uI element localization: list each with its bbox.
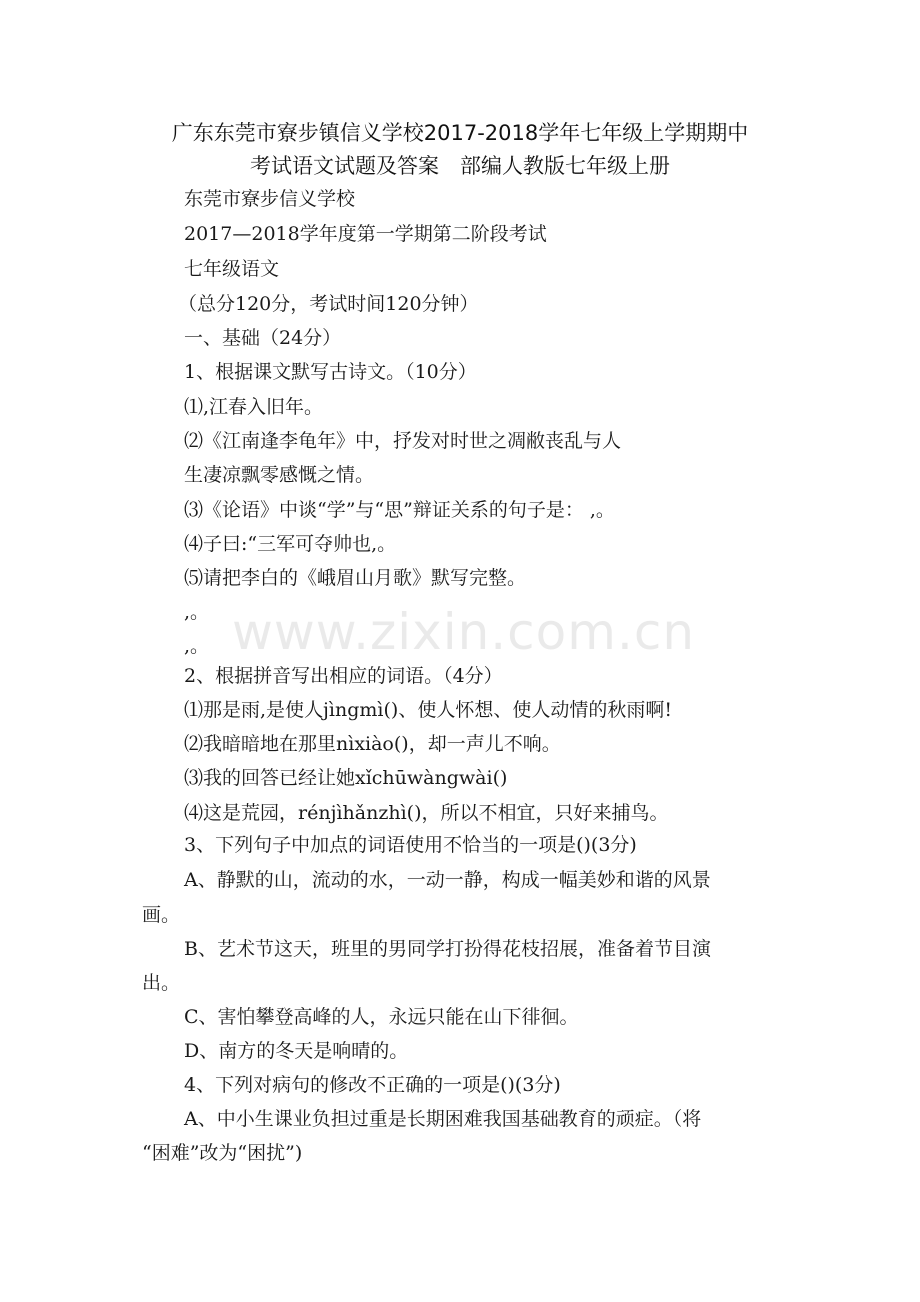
question-3-option-c: C、害怕攀登高峰的人，永远只能在山下徘徊。 bbox=[184, 1006, 579, 1028]
question-3-heading: 3、下列句子中加点的词语使用不恰当的一项是()(3分) bbox=[184, 834, 637, 856]
watermark: www.zixin.com.cn bbox=[232, 603, 696, 661]
answer-blank-line-1: ,。 bbox=[184, 601, 210, 623]
exam-score-time: （总分120分，考试时间120分钟） bbox=[178, 293, 479, 315]
section-heading-basics: 一、基础（24分） bbox=[184, 327, 342, 349]
question-2-item-1: ⑴那是雨,是使人jìngmì()、使人怀想、使人动情的秋雨啊! bbox=[184, 699, 672, 721]
exam-term: 2017—2018学年度第一学期第二阶段考试 bbox=[184, 223, 547, 245]
question-3-option-d: D、南方的冬天是响晴的。 bbox=[184, 1040, 409, 1062]
school-name: 东莞市寮步信义学校 bbox=[184, 188, 356, 210]
question-1-item-1: ⑴,江春入旧年。 bbox=[184, 396, 324, 418]
question-3-option-b-cont: 出。 bbox=[142, 972, 181, 994]
document-title-line-2: 考试语文试题及答案 部编人教版七年级上册 bbox=[250, 154, 670, 178]
question-3-option-b: B、艺术节这天，班里的男同学打扮得花枝招展，准备着节目演 bbox=[184, 938, 711, 960]
question-3-option-a: A、静默的山，流动的水，一动一静，构成一幅美妙和谐的风景 bbox=[184, 869, 711, 891]
answer-blank-line-2: ,。 bbox=[184, 635, 210, 657]
question-3-option-a-cont: 画。 bbox=[142, 904, 181, 926]
question-1-item-4: ⑷子曰:“三军可夺帅也,。 bbox=[184, 533, 397, 555]
question-1-item-3: ⑶《论语》中谈“学”与“思”辩证关系的句子是： ,。 bbox=[184, 499, 615, 521]
question-2-item-3: ⑶我的回答已经让她xǐchūwàngwài() bbox=[184, 767, 508, 789]
question-2-item-4: ⑷这是荒园，rénjìhǎnzhì()，所以不相宜，只好来捕鸟。 bbox=[184, 802, 669, 824]
question-4-option-a: A、中小生课业负担过重是长期困难我国基础教育的顽症。（将 bbox=[184, 1108, 702, 1130]
question-2-heading: 2、根据拼音写出相应的词语。（4分） bbox=[184, 665, 503, 687]
document-title-line-1: 广东东莞市寮步镇信义学校2017-2018学年七年级上学期期中 bbox=[171, 121, 749, 145]
question-2-item-2: ⑵我暗暗地在那里nìxiào()，却一声儿不响。 bbox=[184, 733, 561, 755]
question-4-heading: 4、下列对病句的修改不正确的一项是()(3分) bbox=[184, 1074, 561, 1096]
question-1-heading: 1、根据课文默写古诗文。（10分） bbox=[184, 361, 477, 383]
question-4-option-a-cont: “困难”改为“困扰”) bbox=[142, 1142, 303, 1164]
question-1-item-2: ⑵《江南逢李龟年》中，抒发对时世之凋敝丧乱与人 bbox=[184, 430, 622, 452]
question-1-item-5: ⑸请把李白的《峨眉山月歌》默写完整。 bbox=[184, 567, 527, 589]
exam-subject: 七年级语文 bbox=[184, 258, 280, 280]
question-1-item-2-cont: 生凄凉飘零感慨之情。 bbox=[184, 464, 375, 486]
